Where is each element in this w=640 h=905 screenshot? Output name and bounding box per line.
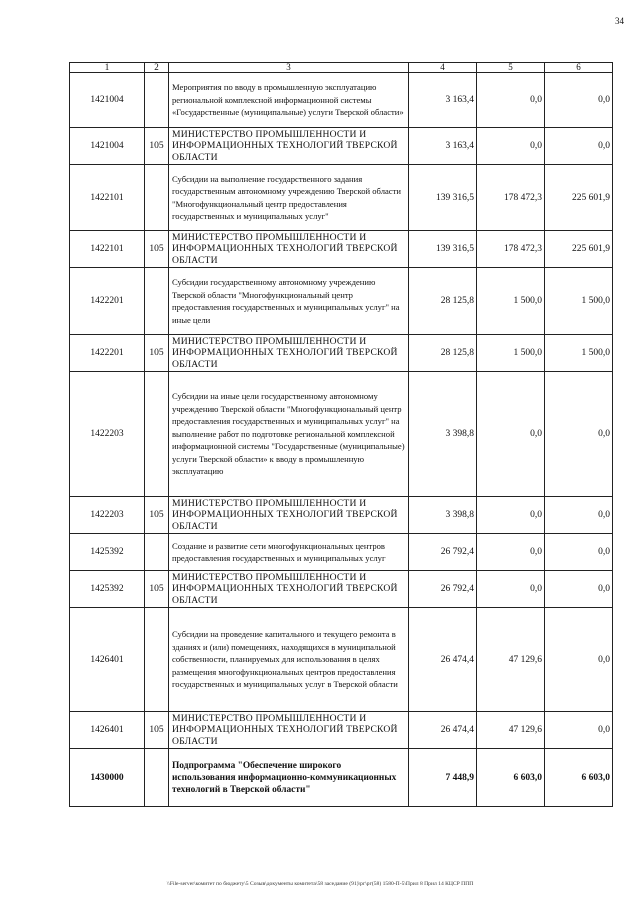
amount-col5-cell: 47 129,6: [477, 712, 545, 749]
amount-col6-cell: 1 500,0: [545, 335, 613, 372]
description-cell: МИНИСТЕРСТВО ПРОМЫШЛЕННОСТИ И ИНФОРМАЦИОННЫХ ТЕХНОЛОГИЙ ТВЕРСКОЙ ОБЛАСТИ: [169, 571, 409, 608]
amount-col6-cell: 0,0: [545, 608, 613, 712]
amount-col6-cell: 0,0: [545, 712, 613, 749]
amount-col5-cell: 0,0: [477, 534, 545, 571]
description-cell: МИНИСТЕРСТВО ПРОМЫШЛЕННОСТИ И ИНФОРМАЦИОННЫХ ТЕХНОЛОГИЙ ТВЕРСКОЙ ОБЛАСТИ: [169, 128, 409, 165]
code-cell: 1422203: [70, 372, 145, 497]
description-cell: Субсидии на проведение капитального и текущего ремонта в зданиях и (или) помещениях, находящихся в муниципальной собственности, планируемых для использования в целях размещения многофункциональных центров предоставления государственных и муниципальных услуг в Тверской области: [169, 608, 409, 712]
amount-col4-cell: 28 125,8: [409, 268, 477, 335]
code-cell: 1430000: [70, 749, 145, 807]
table-row: [70, 749, 613, 807]
admin-code-cell: [145, 608, 169, 712]
column-header: 1: [70, 63, 145, 73]
table-header-row: [70, 63, 613, 73]
admin-code-cell: [145, 749, 169, 807]
description-cell: Субсидии на выполнение государственного задания государственным автономному учреждению Тверской области "Многофункциональный центр предоставления государственных и муниципальных услуг": [169, 165, 409, 231]
amount-col6-cell: 0,0: [545, 73, 613, 128]
amount-col4-cell: 139 316,5: [409, 165, 477, 231]
amount-col5-cell: 1 500,0: [477, 335, 545, 372]
table-row: [70, 335, 613, 372]
admin-code-cell: 105: [145, 128, 169, 165]
amount-col4-cell: 26 474,4: [409, 712, 477, 749]
amount-col6-cell: 1 500,0: [545, 268, 613, 335]
admin-code-cell: [145, 73, 169, 128]
description-cell: Подпрограмма "Обеспечение широкого использования информационно-коммуникационных технологий в Тверской области": [169, 749, 409, 807]
description-cell: МИНИСТЕРСТВО ПРОМЫШЛЕННОСТИ И ИНФОРМАЦИОННЫХ ТЕХНОЛОГИЙ ТВЕРСКОЙ ОБЛАСТИ: [169, 231, 409, 268]
code-cell: 1422101: [70, 165, 145, 231]
amount-col4-cell: 26 792,4: [409, 534, 477, 571]
amount-col6-cell: 0,0: [545, 372, 613, 497]
amount-col6-cell: 225 601,9: [545, 165, 613, 231]
amount-col5-cell: 1 500,0: [477, 268, 545, 335]
table-row: [70, 165, 613, 231]
table-body: [70, 73, 613, 807]
admin-code-cell: 105: [145, 231, 169, 268]
code-cell: 1422201: [70, 268, 145, 335]
table-row: [70, 372, 613, 497]
table-row: [70, 128, 613, 165]
code-cell: 1422201: [70, 335, 145, 372]
admin-code-cell: 105: [145, 571, 169, 608]
amount-col4-cell: 26 474,4: [409, 608, 477, 712]
admin-code-cell: 105: [145, 335, 169, 372]
amount-col5-cell: 178 472,3: [477, 165, 545, 231]
admin-code-cell: [145, 534, 169, 571]
table-row: [70, 73, 613, 128]
amount-col4-cell: 28 125,8: [409, 335, 477, 372]
budget-table: [69, 62, 613, 807]
amount-col6-cell: 0,0: [545, 128, 613, 165]
code-cell: 1422203: [70, 497, 145, 534]
table-row: [70, 571, 613, 608]
amount-col5-cell: 0,0: [477, 128, 545, 165]
description-cell: МИНИСТЕРСТВО ПРОМЫШЛЕННОСТИ И ИНФОРМАЦИОННЫХ ТЕХНОЛОГИЙ ТВЕРСКОЙ ОБЛАСТИ: [169, 335, 409, 372]
description-cell: МИНИСТЕРСТВО ПРОМЫШЛЕННОСТИ И ИНФОРМАЦИОННЫХ ТЕХНОЛОГИЙ ТВЕРСКОЙ ОБЛАСТИ: [169, 497, 409, 534]
amount-col4-cell: 26 792,4: [409, 571, 477, 608]
column-header: 5: [477, 63, 545, 73]
admin-code-cell: [145, 268, 169, 335]
description-cell: Создание и развитие сети многофункциональных центров предоставления государственных и муниципальных услуг: [169, 534, 409, 571]
code-cell: 1422101: [70, 231, 145, 268]
amount-col5-cell: 6 603,0: [477, 749, 545, 807]
amount-col6-cell: 225 601,9: [545, 231, 613, 268]
code-cell: 1425392: [70, 534, 145, 571]
table-row: [70, 497, 613, 534]
description-cell: Мероприятия по вводу в промышленную эксплуатацию региональной комплексной информационной системы «Государственные (муниципальные) услуги Тверской области»: [169, 73, 409, 128]
amount-col5-cell: 0,0: [477, 571, 545, 608]
code-cell: 1421004: [70, 128, 145, 165]
amount-col4-cell: 3 398,8: [409, 497, 477, 534]
description-cell: МИНИСТЕРСТВО ПРОМЫШЛЕННОСТИ И ИНФОРМАЦИОННЫХ ТЕХНОЛОГИЙ ТВЕРСКОЙ ОБЛАСТИ: [169, 712, 409, 749]
table-row: [70, 534, 613, 571]
amount-col5-cell: 0,0: [477, 73, 545, 128]
table-row: [70, 608, 613, 712]
admin-code-cell: [145, 372, 169, 497]
column-header: 4: [409, 63, 477, 73]
amount-col4-cell: 3 163,4: [409, 128, 477, 165]
amount-col6-cell: 0,0: [545, 497, 613, 534]
description-cell: Субсидии на иные цели государственному автономному учреждению Тверской области "Многофункциональный центр предоставления государственных и муниципальных услуг" на выполнение работ по подготовке региональной комплексной информационной системы "Государственные (муниципальные) услуги Тверской области» к вводу в промышленную эксплуатацию: [169, 372, 409, 497]
code-cell: 1426401: [70, 608, 145, 712]
amount-col4-cell: 3 398,8: [409, 372, 477, 497]
amount-col6-cell: 0,0: [545, 534, 613, 571]
column-header: 6: [545, 63, 613, 73]
amount-col5-cell: 0,0: [477, 372, 545, 497]
column-header: 3: [169, 63, 409, 73]
amount-col4-cell: 139 316,5: [409, 231, 477, 268]
table-row: [70, 268, 613, 335]
admin-code-cell: 105: [145, 712, 169, 749]
admin-code-cell: 105: [145, 497, 169, 534]
description-cell: Субсидии государственному автономному учреждению Тверской области "Многофункциональный центр предоставления государственных и муниципальных услуг" на иные цели: [169, 268, 409, 335]
code-cell: 1425392: [70, 571, 145, 608]
amount-col5-cell: 178 472,3: [477, 231, 545, 268]
page-number: 34: [615, 16, 624, 26]
table-row: [70, 231, 613, 268]
file-path-footer: \\File-server\комитет по бюджету\5 Созыв\документы комитета\58 заседание (91)\рг\рг(58) 1580-П-5\Прил 8 Прил 14 КЦСР ППП: [166, 881, 474, 887]
amount-col5-cell: 47 129,6: [477, 608, 545, 712]
admin-code-cell: [145, 165, 169, 231]
amount-col4-cell: 7 448,9: [409, 749, 477, 807]
table-row: [70, 712, 613, 749]
column-header: 2: [145, 63, 169, 73]
amount-col4-cell: 3 163,4: [409, 73, 477, 128]
amount-col6-cell: 0,0: [545, 571, 613, 608]
amount-col6-cell: 6 603,0: [545, 749, 613, 807]
amount-col5-cell: 0,0: [477, 497, 545, 534]
code-cell: 1421004: [70, 73, 145, 128]
code-cell: 1426401: [70, 712, 145, 749]
